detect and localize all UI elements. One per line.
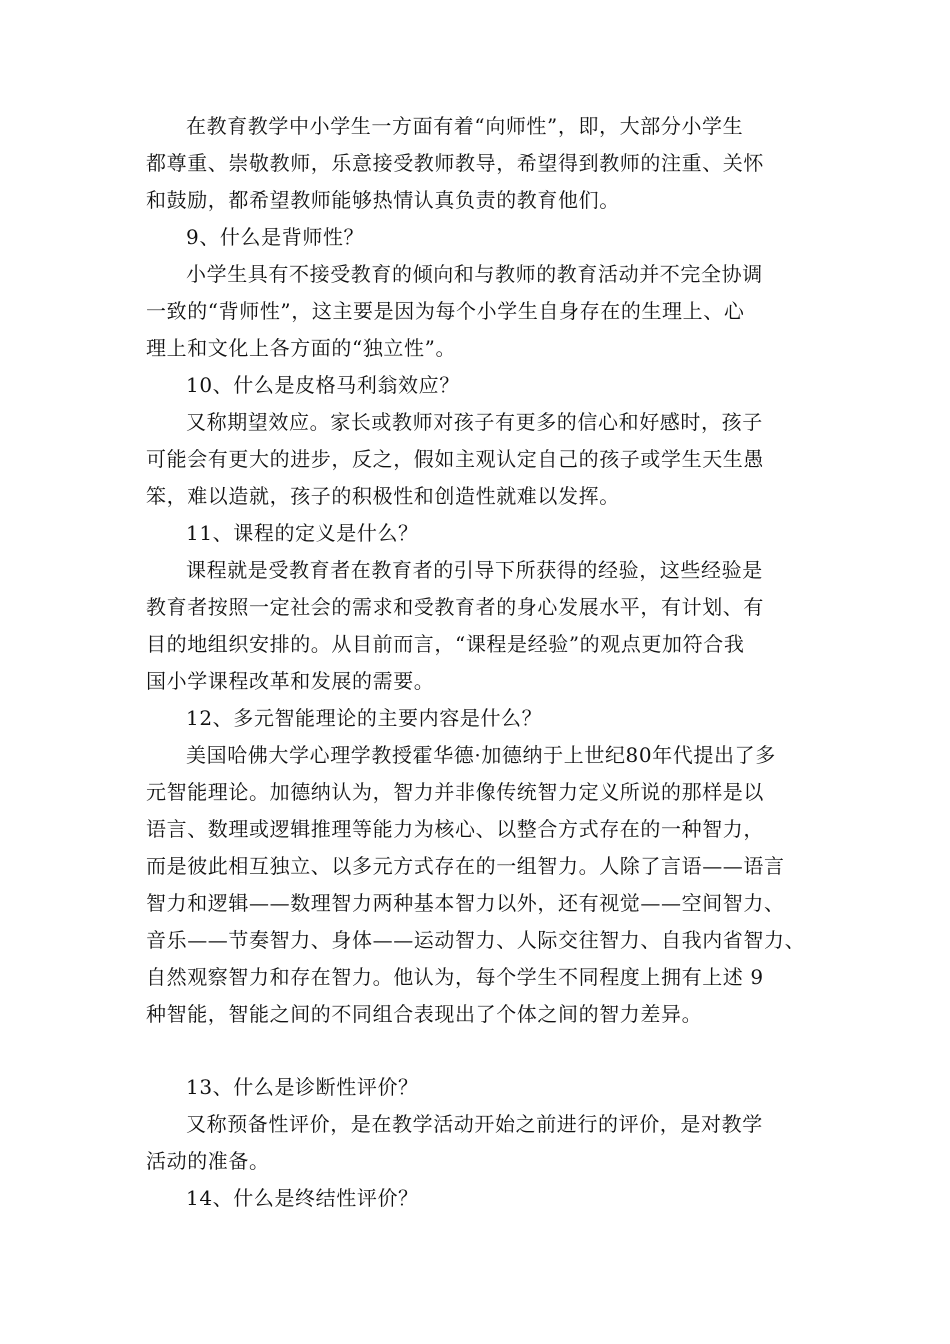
question-heading: 10、什么是皮格马利翁效应？ bbox=[186, 373, 460, 397]
paragraph-line: 在教育教学中小学生一方面有着“向师性”，即，大部分小学生 bbox=[186, 114, 744, 138]
paragraph-line: 教育者按照一定社会的需求和受教育者的身心发展水平，有计划、有 bbox=[146, 595, 764, 619]
paragraph-line: 笨，难以造就，孩子的积极性和创造性就难以发挥。 bbox=[146, 484, 620, 508]
paragraph-line: 音乐——节奏智力、身体——运动智力、人际交往智力、自我内省智力、 bbox=[146, 928, 806, 952]
paragraph-line: 都尊重、崇敬教师，乐意接受教师教导，希望得到教师的注重、关怀 bbox=[146, 151, 764, 175]
paragraph-line: 元智能理论。加德纳认为，智力并非像传统智力定义所说的那样是以 bbox=[146, 780, 764, 804]
paragraph-line: 又称预备性评价，是在教学活动开始之前进行的评价，是对教学 bbox=[186, 1112, 763, 1136]
question-heading: 11、课程的定义是什么？ bbox=[186, 521, 419, 545]
question-heading: 12、多元智能理论的主要内容是什么？ bbox=[186, 706, 543, 730]
paragraph-line: 可能会有更大的进步，反之，假如主观认定自己的孩子或学生天生愚 bbox=[146, 447, 764, 471]
paragraph-line: 而是彼此相互独立、以多元方式存在的一组智力。人除了言语——语言 bbox=[146, 854, 785, 878]
paragraph-line: 又称期望效应。家长或教师对孩子有更多的信心和好感时，孩子 bbox=[186, 410, 763, 434]
question-heading: 9、什么是背师性？ bbox=[186, 225, 365, 249]
paragraph-line: 种智能，智能之间的不同组合表现出了个体之间的智力差异。 bbox=[146, 1002, 703, 1026]
paragraph-line: 小学生具有不接受教育的倾向和与教师的教育活动并不完全协调 bbox=[186, 262, 763, 286]
question-heading: 13、什么是诊断性评价？ bbox=[186, 1075, 419, 1099]
paragraph-line: 国小学课程改革和发展的需要。 bbox=[146, 669, 435, 693]
paragraph-line: 自然观察智力和存在智力。他认为，每个学生不同程度上拥有上述 9 bbox=[146, 965, 764, 989]
paragraph-line: 语言、数理或逻辑推理等能力为核心、以整合方式存在的一种智力， bbox=[146, 817, 764, 841]
paragraph-line: 美国哈佛大学心理学教授霍华德·加德纳于上世纪80年代提出了多 bbox=[186, 743, 776, 767]
paragraph-line: 理上和文化上各方面的“独立性”。 bbox=[146, 336, 457, 360]
paragraph-line: 目的地组织安排的。从目前而言，“课程是经验”的观点更加符合我 bbox=[146, 632, 745, 656]
paragraph-line: 和鼓励，都希望教师能够热情认真负责的教育他们。 bbox=[146, 188, 620, 212]
question-heading: 14、什么是终结性评价？ bbox=[186, 1186, 419, 1210]
paragraph-line: 活动的准备。 bbox=[146, 1149, 270, 1173]
paragraph-line: 一致的“背师性”，这主要是因为每个小学生自身存在的生理上、心 bbox=[146, 299, 745, 323]
paragraph-line: 课程就是受教育者在教育者的引导下所获得的经验，这些经验是 bbox=[186, 558, 763, 582]
paragraph-line: 智力和逻辑——数理智力两种基本智力以外，还有视觉——空间智力、 bbox=[146, 891, 785, 915]
